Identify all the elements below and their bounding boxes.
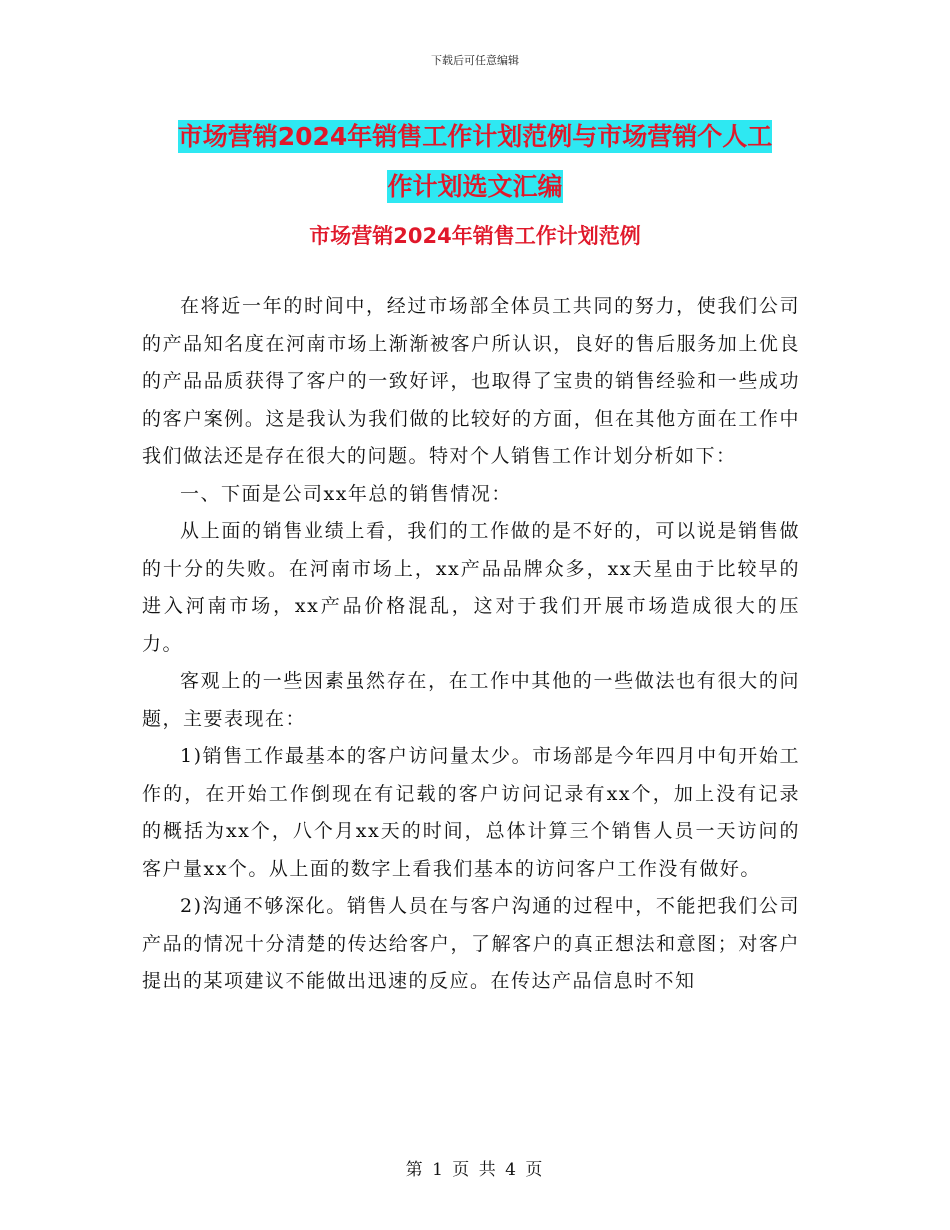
body-paragraph: 一、下面是公司xx年总的销售情况： — [180, 482, 512, 505]
body-paragraph: 客观上的一些因素虽然存在，在工作中其他的一些做法也有很大的问题，主要表现在： — [142, 670, 800, 730]
section-title: 市场营销2024年销售工作计划范例 — [309, 224, 641, 248]
body-paragraph: 在将近一年的时间中，经过市场部全体员工共同的努力，使我们公司的产品知名度在河南市场上渐渐被客户所认识，良好的售后服务加上优良的产品品质获得了客户的一致好评，也取得了宝贵的销售经验和一些成功的客户案例。这是我认为我们做的比较好的方面，但在其他方面在工作中我们做法还是存在很大的问题。特对个人销售工作计划分析如下： — [142, 295, 800, 467]
document-body — [142, 288, 800, 1001]
page-header-note: 下载后可任意编辑 — [431, 54, 519, 67]
document-title-line-2: 作计划选文汇编 — [387, 172, 563, 201]
body-paragraph: 1)销售工作最基本的客户访问量太少。市场部是今年四月中旬开始工作的，在开始工作倒现在有记载的客户访问记录有xx个，加上没有记录的概括为xx个，八个月xx天的时间，总体计算三个销售人员一天访问的客户量xx个。从上面的数字上看我们基本的访问客户工作没有做好。 — [142, 745, 800, 880]
body-paragraph: 从上面的销售业绩上看，我们的工作做的是不好的，可以说是销售做的十分的失败。在河南市场上，xx产品品牌众多，xx天星由于比较早的进入河南市场，xx产品价格混乱，这对于我们开展市场造成很大的压力。 — [142, 520, 800, 655]
page-number-footer: 第 1 页 共 4 页 — [405, 1160, 545, 1180]
body-paragraph: 2)沟通不够深化。销售人员在与客户沟通的过程中，不能把我们公司产品的情况十分清楚的传达给客户，了解客户的真正想法和意图；对客户提出的某项建议不能做出迅速的反应。在传达产品信息时不知 — [142, 895, 800, 992]
document-title-line-1: 市场营销2024年销售工作计划范例与市场营销个人工 — [177, 122, 773, 151]
document-title — [0, 112, 950, 212]
